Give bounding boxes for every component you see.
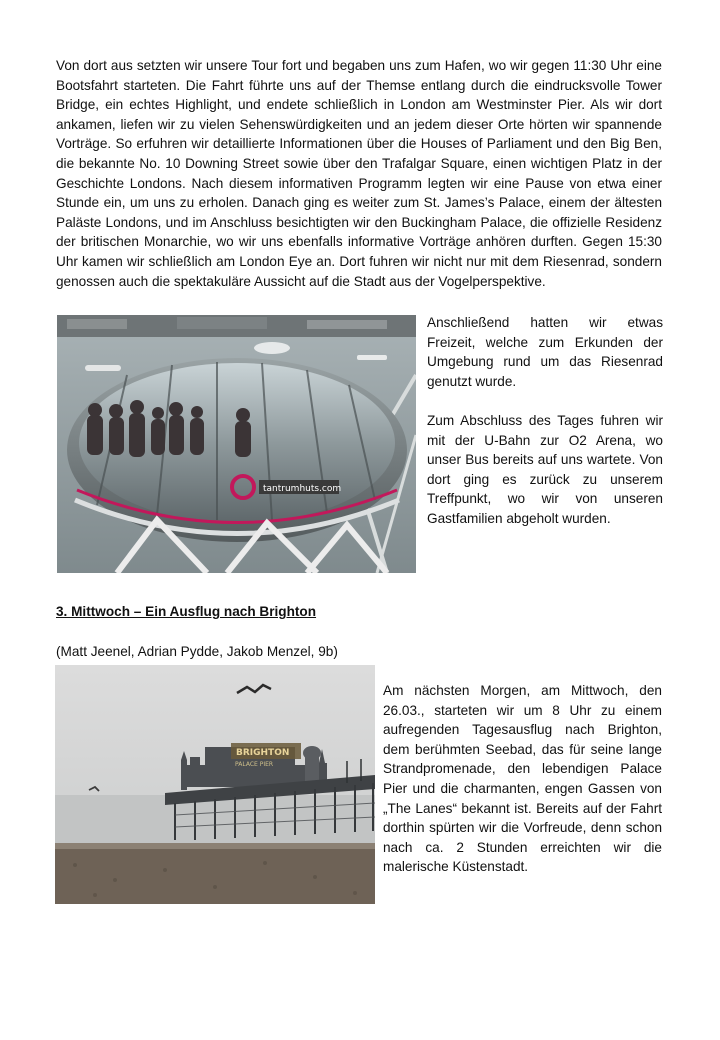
capsule-sign-text: tantrumhuts.com xyxy=(263,484,342,494)
section-heading: 3. Mittwoch – Ein Ausflug nach Brighton xyxy=(56,604,317,619)
brighton-pier-photo xyxy=(55,665,375,904)
pier-sign-subtext: PALACE PIER xyxy=(235,761,274,768)
free-time-paragraph: Anschließend hatten wir etwas Freizeit, welche zum Erkunden der Umgebung rund um das Riesenrad genutzt wurde. xyxy=(427,315,663,389)
london-eye-side-text xyxy=(427,313,663,529)
section-authors: (Matt Jeenel, Adrian Pydde, Jakob Menzel, 9b) xyxy=(56,644,338,659)
pier-sign-text: BRIGHTON xyxy=(236,748,290,758)
london-eye-capsule-photo xyxy=(57,315,416,573)
day-end-paragraph: Zum Abschluss des Tages fuhren wir mit der U-Bahn zur O2 Arena, wo unser Bus bereits auf uns wartete. Von dort ging es zurück zu unserem Treffpunkt, wo wir von unseren Gastfamilien abgeholt wurden. xyxy=(427,412,663,526)
brighton-paragraph: Am nächsten Morgen, am Mittwoch, den 26.03., starteten wir um 8 Uhr zu einem aufregenden Tagesausflug nach Brighton, dem berühmten Seebad, das für seine lange Strandpromenade, den lebendigen Palace Pier und die charmanten, engen Gassen von „The Lanes“ bekannt ist. Bereits auf der Fahrt dorthin spürten wir die Vorfreude, denn schon nach ca. 2 Stunden erreichten wir die malerische Küstenstadt. xyxy=(383,683,662,875)
intro-paragraph: Von dort aus setzten wir unsere Tour fort und begaben uns zum Hafen, wo wir gegen 11:30 Uhr eine Bootsfahrt starteten. Die Fahrt führte uns auf der Themse entlang durch die eindrucksvolle Tower Bridge, ein echtes Highlight, und endete schließlich in London am Westminster Pier. Als wir dort ankamen, liefen wir zu vielen Sehenswürdigkeiten und an jedem dieser Orte hörten wir spannende Vorträge. So erfuhren wir detaillierte Informationen über die Houses of Parliament und den Big Ben, die bekannte No. 10 Downing Street sowie über den Trafalgar Square, einen wichtigen Platz in der Geschichte Londons. Nach diesem informativen Programm legten wir eine Pause von etwa einer Stunde ein, um uns zu erholen. Danach ging es weiter zum St. James’s Palace, einem der ältesten Paläste Londons, und im Anschluss besichtigten wir den Buckingham Palace, die offizielle Residenz der britischen Monarchie, wo wir uns ebenfalls informative Vorträge anhören durften. Gegen 15:30 Uhr kamen wir schließlich am London Eye an. Dort fuhren wir nicht nur mit dem Riesenrad, sondern genossen auch die spektakuläre Aussicht auf die Stadt aus der Vogelperspektive. xyxy=(56,58,662,289)
